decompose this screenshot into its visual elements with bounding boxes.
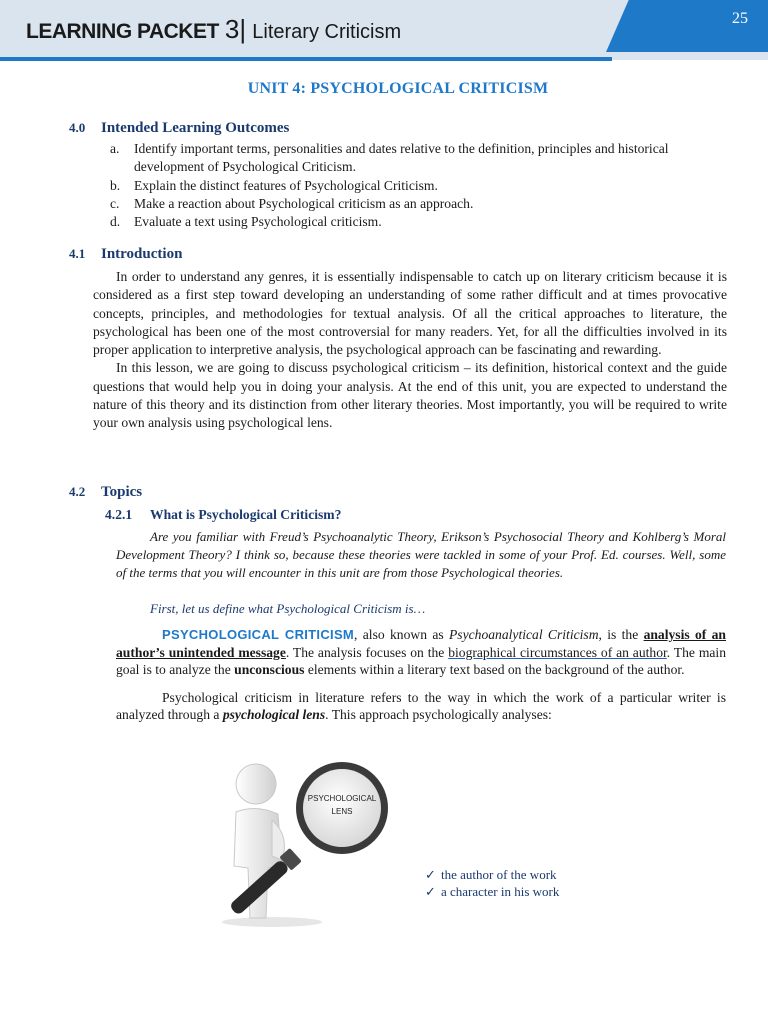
subject-title: Literary Criticism (252, 21, 402, 43)
definition-paragraph (116, 626, 726, 679)
item-text: a character in his work (441, 884, 560, 899)
text-run: . The analysis focuses on the (285, 644, 449, 660)
text-run: , is the (598, 627, 644, 642)
section-number: 4.0 (69, 120, 86, 135)
introduction-body (93, 268, 727, 433)
text-run: . This approach psychologically analyses: (325, 707, 552, 723)
lens-label-2: LENS (331, 807, 353, 816)
item-text: Explain the distinct features of Psychological Criticism. (134, 177, 438, 193)
text-run: , also known as (354, 627, 449, 642)
section-title: Intended Learning Outcomes (101, 120, 290, 136)
emphasis-underlined: analysis of an author’s unintended message (116, 627, 726, 660)
section-title: Introduction (101, 246, 183, 262)
section-heading-introduction (69, 246, 182, 263)
item-text: Make a reaction about Psychological criticism as an approach. (134, 195, 474, 211)
list-item (110, 177, 730, 195)
figure-head (236, 764, 276, 804)
define-line: First, let us define what Psychological Criticism is… (150, 601, 426, 616)
alt-name: Psychoanalytical Criticism (448, 627, 599, 642)
ground-shadow (222, 917, 322, 927)
section-heading-outcomes (69, 120, 289, 137)
paragraph: In order to understand any genres, it is essentially indispensable to catch up on literary criticism because it is considered as a first step toward developing an understanding of some rather difficult and at times provocative concepts, principles, and methodologies for textual analysis. Of all the critical approaches to literature, the psychological has been one of the most controversial for many readers. Yet, for all the difficulties involved in its proper application to interpretive analysis, the psychological approach can be fascinating and rewarding. (93, 269, 727, 358)
header-rule (0, 57, 612, 61)
unit-title: UNIT 4: PSYCHOLOGICAL CRITICISM (247, 80, 549, 97)
figure-arm (272, 820, 284, 860)
italic-intro (116, 528, 726, 582)
lens-paragraph (116, 689, 726, 724)
page-number: 25 (732, 10, 748, 27)
packet-label: LEARNING PACKET (26, 20, 219, 43)
outcomes-list (110, 140, 730, 231)
text-run: elements within a literary text based on the background of the author. (304, 662, 685, 678)
packet-number: 3 (224, 14, 240, 44)
section-number: 4.2 (69, 484, 86, 499)
header-separator: | (239, 14, 247, 44)
section-title: Topics (101, 484, 143, 500)
analyses-list (425, 866, 559, 900)
item-text: Identify important terms, personalities and dates relative to the definition, principles and historical development of Psychological Criticism. (134, 141, 669, 175)
subsection-title: What is Psychological Criticism? (150, 507, 342, 522)
subsection-number: 4.2.1 (105, 507, 133, 522)
psychological-lens-illustration (212, 756, 408, 928)
check-icon: ✓ (425, 867, 436, 882)
item-letter: c. (110, 195, 120, 211)
list-item (425, 866, 559, 883)
lens-label-1: PSYCHOLOGICAL (307, 794, 377, 803)
item-text: the author of the work (441, 867, 557, 882)
subsection-heading (105, 507, 341, 523)
list-item (110, 140, 730, 177)
emphasis-bold: unconscious (234, 662, 305, 678)
item-letter: b. (110, 177, 121, 193)
list-item (425, 883, 559, 900)
item-letter: d. (110, 214, 121, 230)
section-heading-topics (69, 484, 142, 501)
section-number: 4.1 (69, 246, 86, 261)
text-run: Psychological criticism in literature refers to the way in which the work of a particular writer is analyzed through a (116, 689, 726, 723)
list-item (110, 195, 730, 213)
paragraph: In this lesson, we are going to discuss psychological criticism – its definition, historical context and the guide questions that would help you in doing your analysis. At the end of this unit, you are expected to understand the nature of this theory and its distinction from other literary theories. Most importantly, you will be required to write your own analysis using psychological lens. (93, 360, 727, 431)
text-run: . The main goal is to analyze the (116, 644, 726, 678)
item-letter: a. (110, 141, 120, 156)
definition-body (116, 626, 726, 734)
header-title (26, 14, 401, 45)
paragraph: Are you familiar with Freud’s Psychoanalytic Theory, Erikson’s Psychosocial Theory and Kohlberg’s Moral Development Theory? I think so, because these theories were tackled in some of your Prof. Ed. courses. Well, some of the terms that you will encounter in this unit are from those Psychological theories. (116, 529, 726, 580)
emphasis-bold-italic: psychological lens (222, 707, 326, 723)
underlined-phrase: biographical circumstances of an author (448, 644, 667, 660)
list-item (110, 213, 730, 231)
item-text: Evaluate a text using Psychological criticism. (134, 214, 382, 230)
keyword: PSYCHOLOGICAL CRITICISM (162, 627, 355, 642)
check-icon: ✓ (425, 884, 436, 899)
